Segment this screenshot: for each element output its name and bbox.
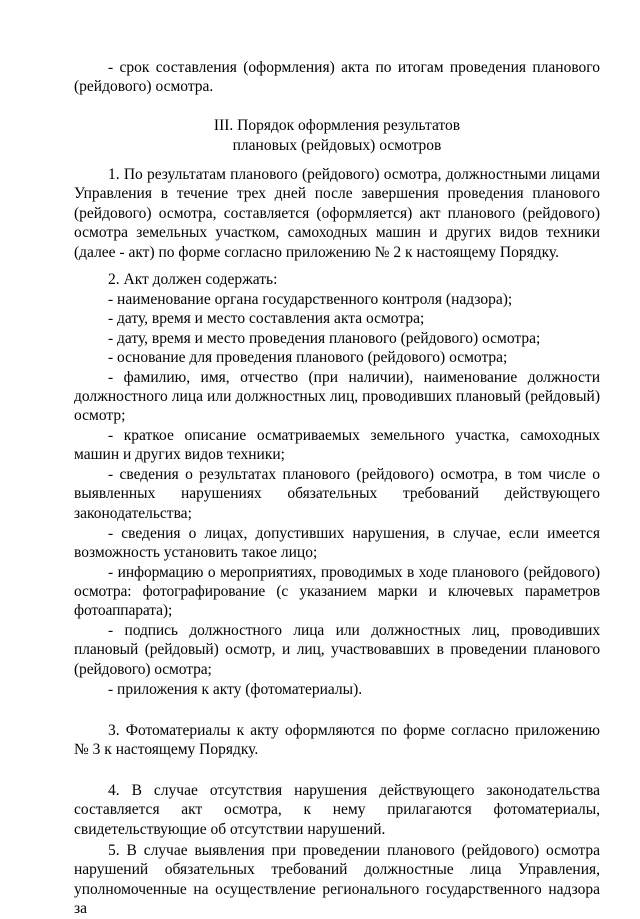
intro-paragraph: - срок составления (оформления) акта по итогам проведения планового (рейдового) осмотра. <box>74 59 600 96</box>
paragraph-2-item: - дату, время и место составления акта осмотра; <box>108 310 425 327</box>
paragraph-4: 4. В случае отсутствия нарушения действующего законодательства составляется акт осмотра, к нему прилагаются фотоматериалы, свидетельствующие об отсутствии нарушений. <box>74 782 600 838</box>
paragraph-2-item: - подпись должностного лица или должностных лиц, проводивших плановый (рейдовый) осмотр, и лиц, участвовавших в проведении планового (рейдового) осмотра; <box>74 622 600 678</box>
paragraph-2-item: - наименование органа государственного контроля (надзора); <box>108 290 513 308</box>
paragraph-5: 5. В случае выявления при проведении планового (рейдового) осмотра нарушений обязательных требований должностные лица Управления, уполномоченные на осуществление регионального государственного надзора за <box>74 842 600 918</box>
paragraph-2-lead: 2. Акт должен содержать: <box>108 271 278 288</box>
paragraph-2-item: - приложения к акту (фотоматериалы). <box>108 680 363 698</box>
paragraph-2-item: - дату, время и место проведения планового (рейдового) осмотра; <box>108 329 541 347</box>
section-heading-line1: III. Порядок оформления результатов <box>213 117 461 134</box>
paragraph-2-item: - фамилию, имя, отчество (при наличии), наименование должности должностного лица или должностных лиц, проводивших плановый (рейдовый) осмотр; <box>74 368 600 425</box>
paragraph-2-item: - краткое описание осматриваемых земельного участка, самоходных машин и других видов техники; <box>74 427 600 464</box>
paragraph-1: 1. По результатам планового (рейдового) осмотра, должностными лицами Управления в течение трех дней после завершения проведения планового (рейдового) осмотра, составляется (оформляется) акт планового (рейдового) осмотра земельных участком, самоходных машин и других видов техники (далее - акт) по форме согласно приложению № 2 к настоящему Порядку. <box>74 166 600 261</box>
paragraph-2-item: - основание для проведения планового (рейдового) осмотра; <box>108 349 508 366</box>
paragraph-2-item: - сведения о результатах планового (рейдового) осмотра, в том числе о выявленных нарушениях обязательных требований действующего законодательства; <box>74 466 600 522</box>
paragraph-2-item: - информацию о мероприятиях, проводимых в ходе планового (рейдового) осмотра: фотографирование (с указанием марки и ключевых параметров фотоаппарата); <box>74 563 600 620</box>
paragraph-3: 3. Фотоматериалы к акту оформляются по форме согласно приложению № 3 к настоящему Порядку. <box>74 722 600 759</box>
section-heading-line2: плановых (рейдовых) осмотров <box>232 136 442 154</box>
paragraph-2-item: - сведения о лицах, допустивших нарушения, в случае, если имеется возможность установить такое лицо; <box>74 524 600 561</box>
